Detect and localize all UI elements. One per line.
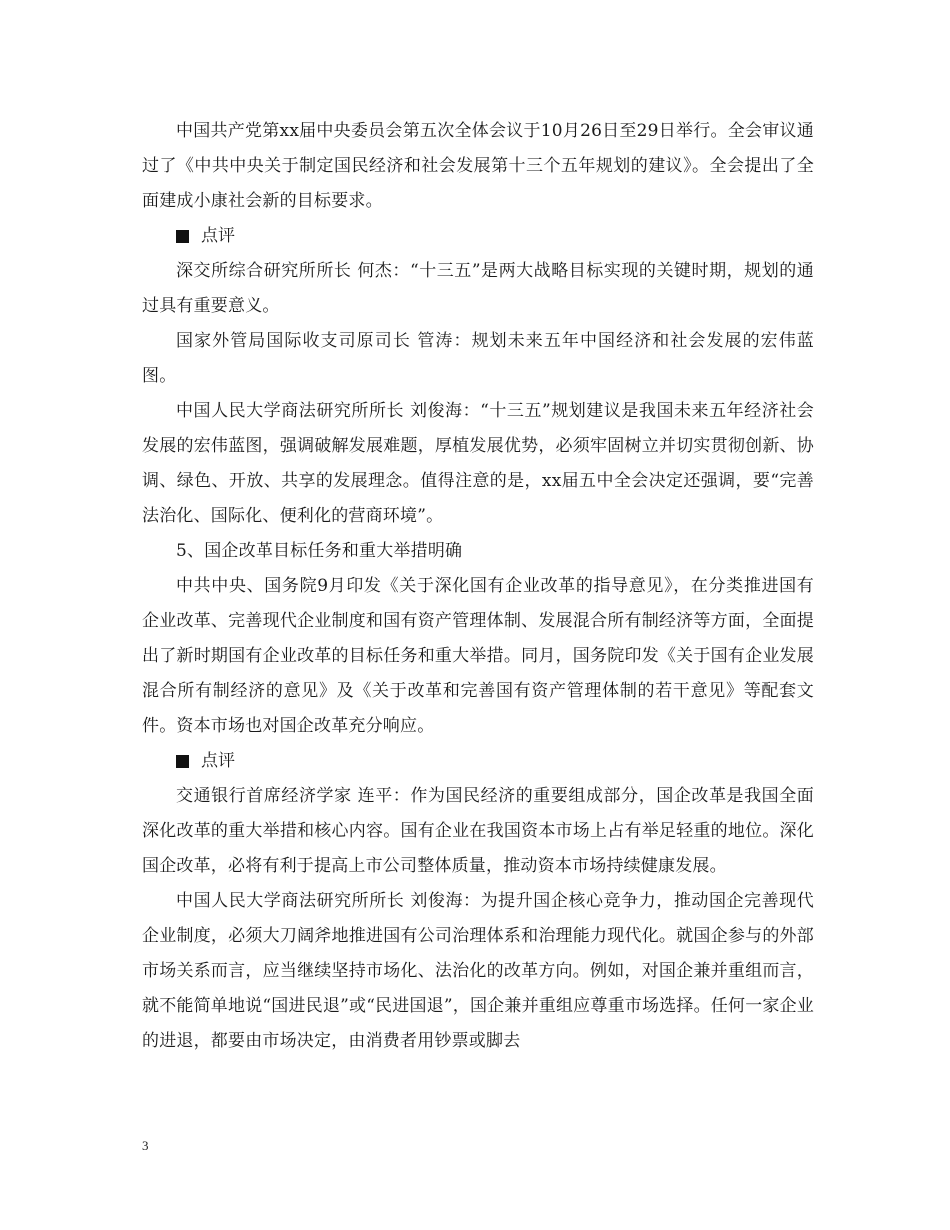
paragraph-comment-guantao: 国家外管局国际收支司原司长 管涛：规划未来五年中国经济和社会发展的宏伟蓝图。: [142, 331, 814, 386]
document-body: [142, 114, 814, 1059]
square-bullet-icon: [176, 755, 189, 768]
paragraph-comment-liujunhai-1: 中国人民大学商法研究所所长 刘俊海：“十三五”规划建议是我国未来五年经济社会发展的宏伟蓝图，强调破解发展难题，厚植发展优势，必须牢固树立并切实贯彻创新、协调、绿色、开放、共享的发展理念。值得注意的是，xx届五中全会决定还强调，要“完善法治化、国际化、便利化的营商环境”。: [142, 401, 814, 526]
bullet-label: 点评: [201, 751, 235, 771]
paragraph-plenary-session: 中国共产党第xx届中央委员会第五次全体会议于10月26日至29日举行。全会审议通过了《中共中央关于制定国民经济和社会发展第十三个五年规划的建议》。全会提出了全面建成小康社会新的目标要求。: [142, 121, 814, 211]
section-heading-soe-reform: 5、国企改革目标任务和重大举措明确: [176, 541, 463, 561]
bullet-comment-heading: [142, 744, 814, 779]
page-number: 3: [142, 1138, 149, 1153]
paragraph-comment-lianping: 交通银行首席经济学家 连平：作为国民经济的重要组成部分，国企改革是我国全面深化改革的重大举措和核心内容。国有企业在我国资本市场上占有举足轻重的地位。深化国企改革，必将有利于提高上市公司整体质量，推动资本市场持续健康发展。: [142, 786, 814, 876]
paragraph-soe-reform: 中共中央、国务院9月印发《关于深化国有企业改革的指导意见》，在分类推进国有企业改革、完善现代企业制度和国有资产管理体制、发展混合所有制经济等方面，全面提出了新时期国有企业改革的目标任务和重大举措。同月，国务院印发《关于国有企业发展混合所有制经济的意见》及《关于改革和完善国有资产管理体制的若干意见》等配套文件。资本市场也对国企改革充分响应。: [142, 576, 814, 736]
paragraph-comment-hejie: 深交所综合研究所所长 何杰：“十三五”是两大战略目标实现的关键时期，规划的通过具有重要意义。: [142, 261, 814, 316]
paragraph-comment-liujunhai-2: 中国人民大学商法研究所所长 刘俊海：为提升国企核心竞争力，推动国企完善现代企业制度，必须大刀阔斧地推进国有公司治理体系和治理能力现代化。就国企参与的外部市场关系而言，应当继续坚持市场化、法治化的改革方向。例如，对国企兼并重组而言，就不能简单地说“国进民退”或“民进国退”，国企兼并重组应尊重市场选择。任何一家企业的进退，都要由市场决定，由消费者用钞票或脚去: [142, 891, 814, 1051]
bullet-comment-heading: [142, 219, 814, 254]
square-bullet-icon: [176, 230, 189, 243]
bullet-label: 点评: [201, 226, 235, 246]
